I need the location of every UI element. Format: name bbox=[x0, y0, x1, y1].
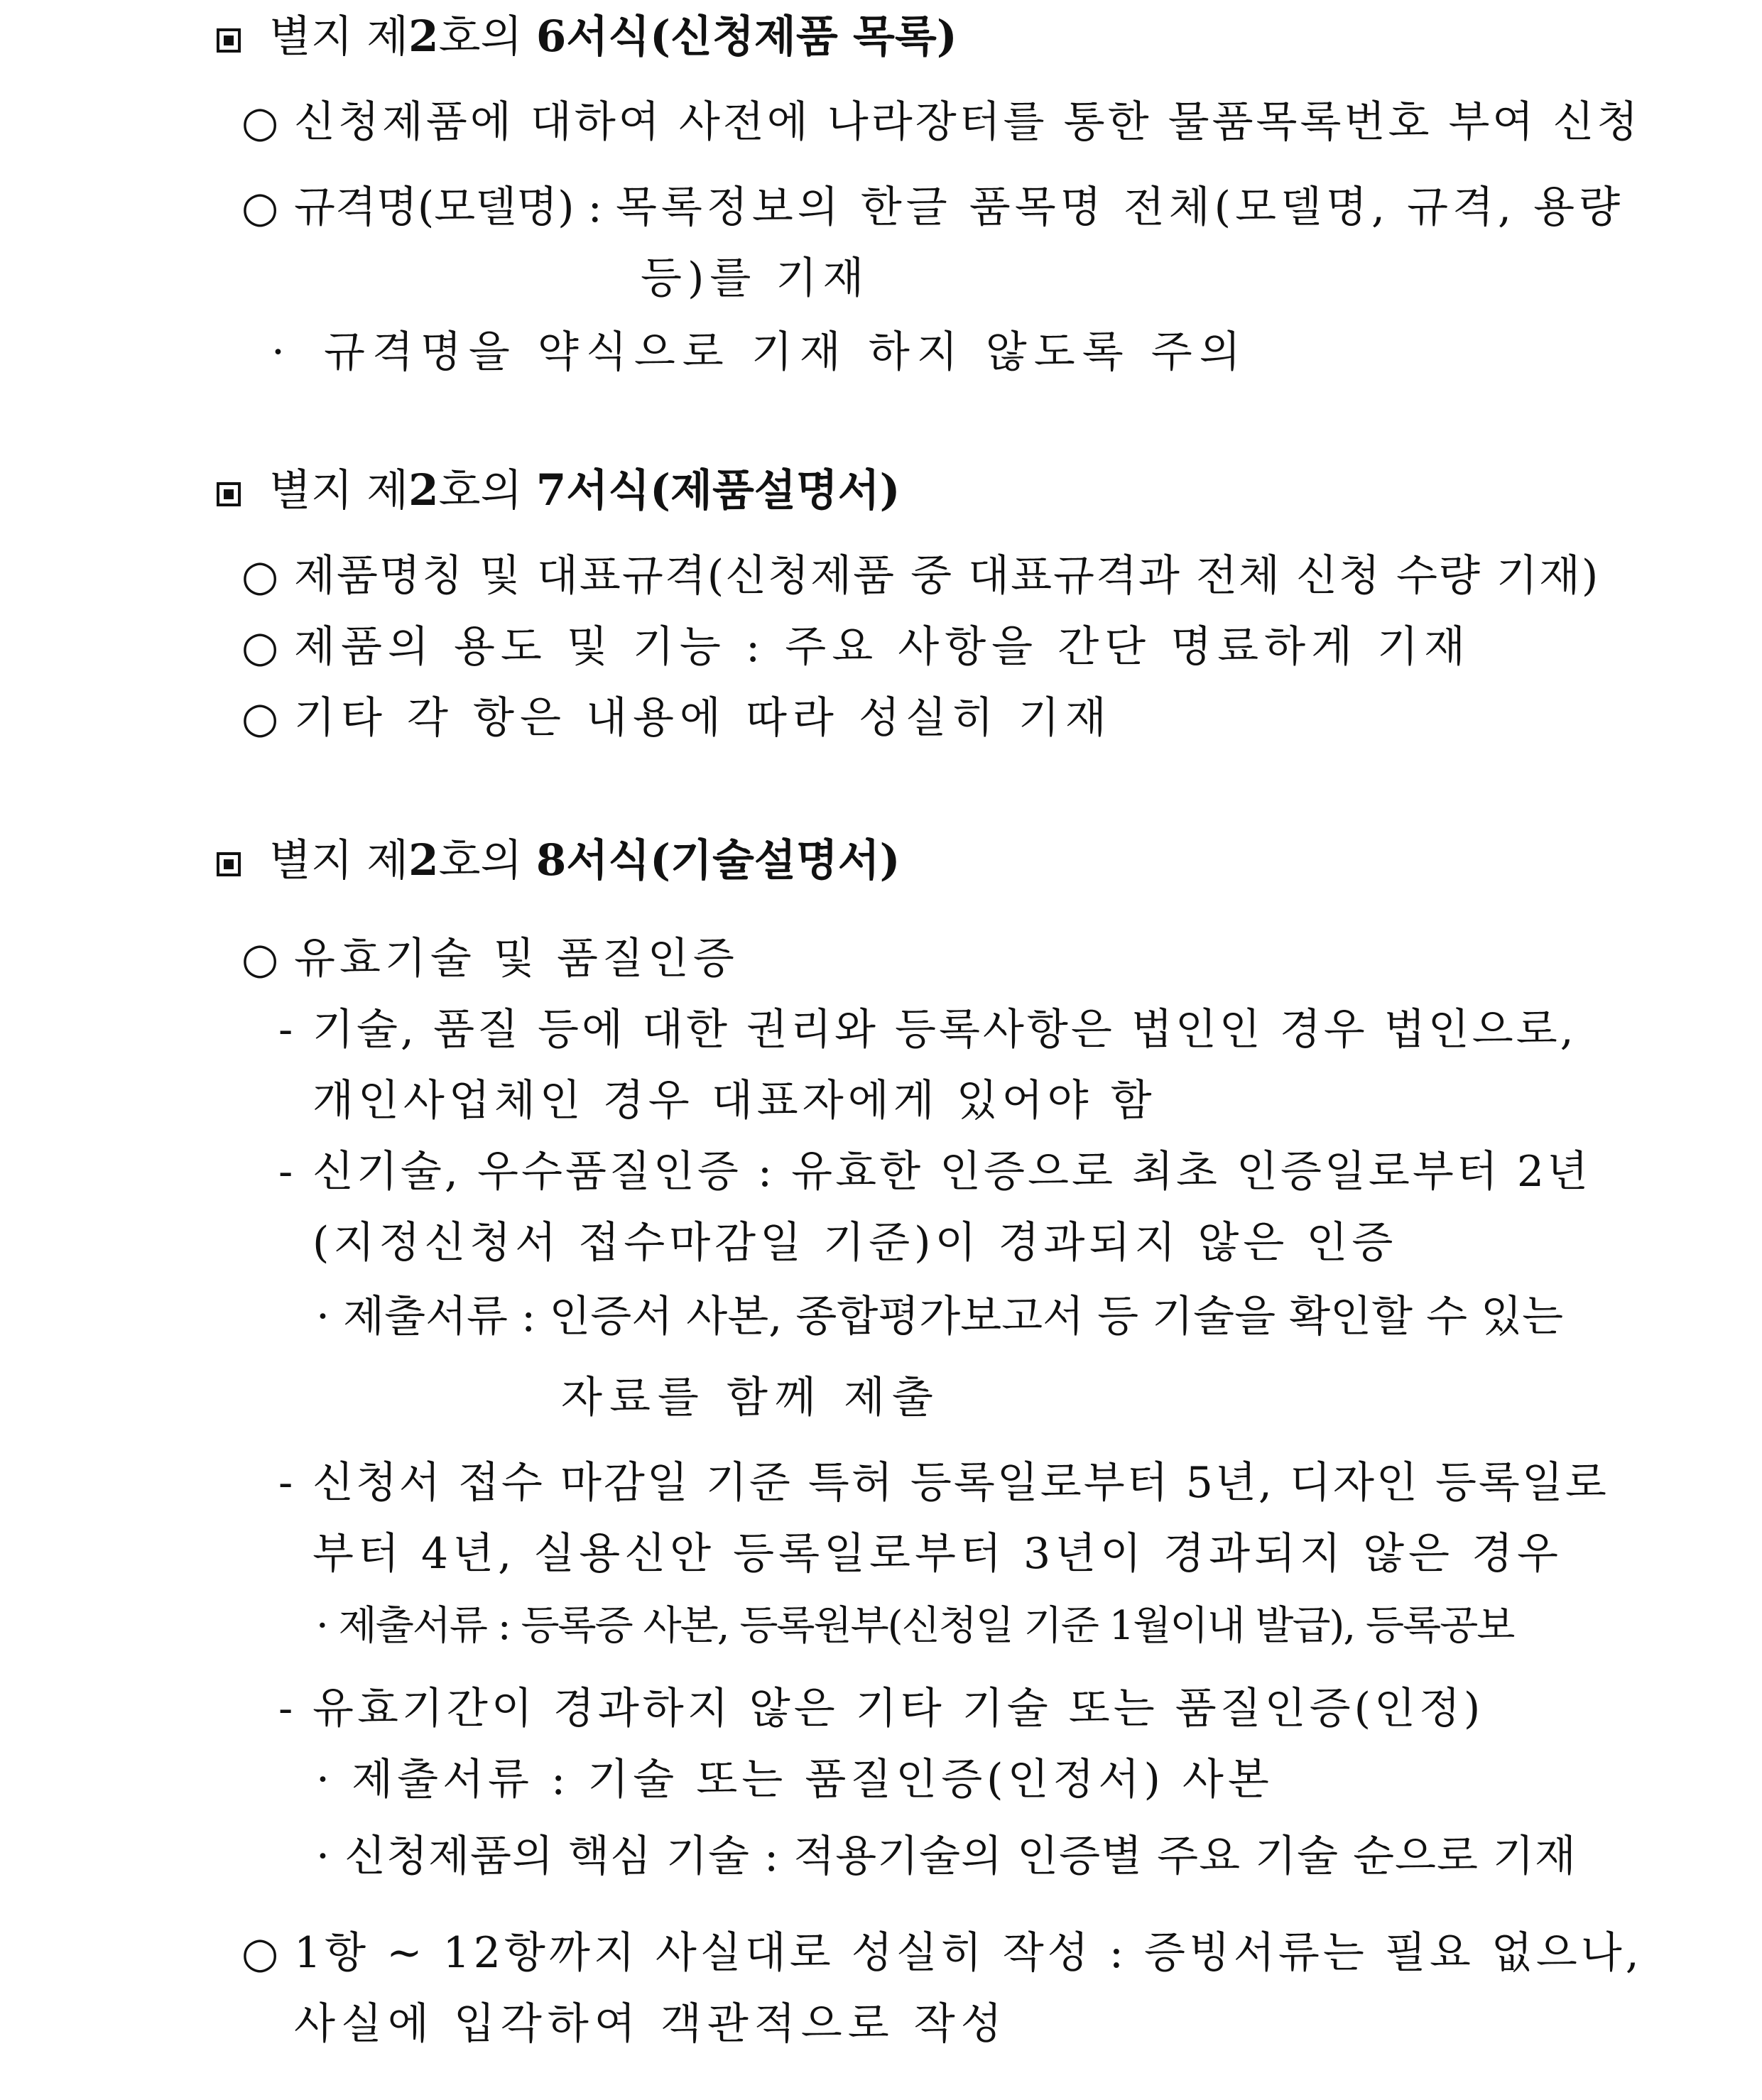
filled-square-icon bbox=[217, 28, 241, 53]
item-text: 1항 ~ 12항까지 사실대로 성실히 작성 : 증빙서류는 필요 없으나, bbox=[294, 1928, 1643, 1978]
dash-bullet: - bbox=[278, 1684, 293, 1734]
heading-6-num: 2 bbox=[408, 11, 439, 62]
heading-6-form: 6 bbox=[535, 11, 567, 62]
heading-7-form: 7 bbox=[535, 465, 567, 516]
heading-7-plain: 별지 제 bbox=[269, 465, 409, 516]
item-text: 유효기술 및 품질인증 bbox=[294, 934, 739, 984]
heading-6-title: 서식(신청제품 목록) bbox=[566, 11, 957, 62]
dash-bullet: - bbox=[278, 1005, 293, 1055]
circle-bullet: ○ bbox=[241, 97, 279, 147]
section-7-item-1 bbox=[241, 550, 1599, 602]
section-6-item-a bbox=[241, 97, 1641, 148]
circle-bullet: ○ bbox=[241, 551, 279, 601]
heading-7-title: 서식(제품설명서) bbox=[566, 465, 901, 516]
heading-8-plain: 별지 제 bbox=[269, 835, 409, 886]
item-text: (지정신청서 접수마감일 기준)이 경과되지 않은 인증 bbox=[312, 1218, 1398, 1268]
section-6-item-b bbox=[241, 182, 1624, 233]
item-text: · 제출서류 : 기술 또는 품질인증(인정서) 사본 bbox=[316, 1755, 1273, 1805]
dash-item-4-dot-2 bbox=[316, 1831, 1577, 1882]
item-text: · 신청제품의 핵심 기술 : 적용기술의 인증별 주요 기술 순으로 기재 bbox=[316, 1832, 1577, 1881]
heading-8-num: 2 bbox=[408, 835, 439, 886]
heading-7-num: 2 bbox=[408, 465, 439, 516]
section-8-sub-1 bbox=[241, 933, 739, 984]
item-text: 기술, 품질 등에 대한 권리와 등록사항은 법인인 경우 법인으로, bbox=[312, 1005, 1577, 1055]
circle-bullet: ○ bbox=[241, 622, 279, 672]
heading-8-mid: 호의 bbox=[438, 835, 536, 886]
section-8-heading bbox=[217, 835, 901, 886]
heading-6-mid: 호의 bbox=[438, 11, 536, 62]
item-text: 신청제품에 대하여 사전에 나라장터를 통한 물품목록번호 부여 신청 bbox=[294, 97, 1641, 147]
item-text: · 제출서류 : 인증서 사본, 종합평가보고서 등 기술을 확인할 수 있는 bbox=[316, 1292, 1564, 1342]
item-text: 부터 4년, 실용신안 등록일로부터 3년이 경과되지 않은 경우 bbox=[312, 1529, 1563, 1579]
item-text: 등)를 기재 bbox=[641, 254, 870, 303]
item-text: 신기술, 우수품질인증 : 유효한 인증으로 최초 인증일로부터 2년 bbox=[312, 1147, 1591, 1197]
section-7-heading bbox=[217, 465, 901, 516]
item-text: 목록정보의 한글 품목명 전체(모델명, 규격, 용량 bbox=[615, 183, 1625, 232]
item-text: 제품명칭 및 대표규격(신청제품 중 대표규격과 전체 신청 수량 기재) bbox=[294, 551, 1600, 601]
section-8-sub-2 bbox=[241, 1927, 1643, 1979]
item-label: 규격명(모델명) : bbox=[294, 183, 616, 232]
item-text: 기타 각 항은 내용에 따라 성실히 기재 bbox=[294, 693, 1112, 743]
heading-8-title: 서식(기술설명서) bbox=[566, 835, 901, 886]
heading-7-mid: 호의 bbox=[438, 465, 536, 516]
section-6-item-c bbox=[271, 327, 1248, 378]
heading-6-plain: 별지 제 bbox=[269, 11, 409, 62]
dash-item-2-dot-cont bbox=[561, 1372, 940, 1423]
filled-square-icon bbox=[217, 482, 241, 506]
item-text: 제품의 용도 및 기능 : 주요 사항을 간단 명료하게 기재 bbox=[294, 622, 1472, 672]
dash-item-3-cont bbox=[312, 1528, 1562, 1579]
dash-item-1-cont bbox=[312, 1075, 1156, 1126]
item-text: 개인사업체인 경우 대표자에게 있어야 함 bbox=[312, 1076, 1156, 1126]
dot-bullet: · bbox=[271, 327, 285, 377]
circle-bullet: ○ bbox=[241, 183, 279, 232]
section-6-item-b-cont bbox=[641, 253, 869, 304]
heading-8-form: 8 bbox=[535, 835, 567, 886]
item-text: 신청서 접수 마감일 기준 특허 등록일로부터 5년, 디자인 등록일로 bbox=[312, 1458, 1609, 1508]
section-8-sub-2-cont bbox=[294, 1998, 1008, 2050]
filled-square-icon bbox=[217, 852, 241, 876]
section-6-heading bbox=[217, 11, 957, 62]
dash-item-4-dot-1 bbox=[316, 1754, 1273, 1805]
section-7-item-2 bbox=[241, 621, 1471, 673]
dash-item-1 bbox=[278, 1004, 1577, 1055]
circle-bullet: ○ bbox=[241, 934, 279, 984]
dash-item-2 bbox=[278, 1146, 1591, 1197]
dash-item-2-dot bbox=[316, 1291, 1563, 1342]
item-text: · 제출서류 : 등록증 사본, 등록원부(신청일 기준 1월이내 발급), 등록공보 bbox=[316, 1603, 1514, 1649]
circle-bullet: ○ bbox=[241, 1928, 279, 1978]
item-text: 자료를 함께 제출 bbox=[561, 1373, 940, 1422]
dash-item-4 bbox=[278, 1683, 1484, 1734]
item-text: 사실에 입각하여 객관적으로 작성 bbox=[294, 1999, 1008, 2049]
dash-item-2-cont bbox=[312, 1217, 1397, 1268]
section-7-item-3 bbox=[241, 692, 1112, 744]
dash-item-3 bbox=[278, 1457, 1609, 1508]
dash-item-3-dot bbox=[316, 1601, 1513, 1652]
item-text: 규격명을 약식으로 기재 하지 않도록 주의 bbox=[324, 327, 1248, 377]
circle-bullet: ○ bbox=[241, 693, 279, 743]
dash-bullet: - bbox=[278, 1147, 293, 1197]
item-text: 유효기간이 경과하지 않은 기타 기술 또는 품질인증(인정) bbox=[312, 1684, 1484, 1734]
dash-bullet: - bbox=[278, 1458, 293, 1508]
